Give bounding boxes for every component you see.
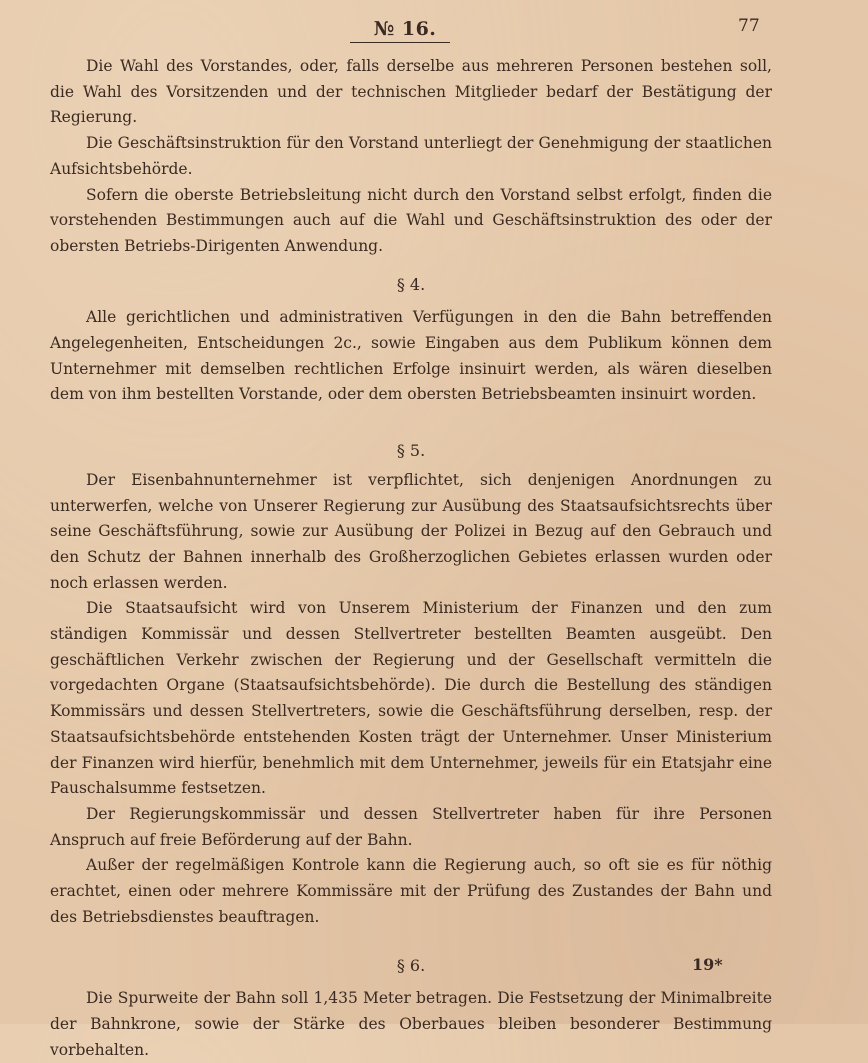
section-5-paragraph-2: Die Staatsaufsicht wird von Unserem Ministerium der Finanzen und den zum ständigen Kommissär und dessen Stellvertreter bestellten Beamten ausgeübt. Den geschäftlichen Verkehr zwischen der Regierung und der Gesellschaft vermitteln die vorgedachten Organe (Staatsaufsichtsbehörde). Die durch die Bestellung des ständigen Kommissärs und dessen Stellvertreters, sowie die Geschäftsführung derselben, resp. der Staatsaufsichtsbehörde entstehenden Kosten trägt der Unternehmer. Unser Ministerium der Finanzen wird hierfür, benehmlich mit dem Unternehmer, jeweils für ein Etatsjahr eine Pauschalsumme festsetzen. <box>50 599 772 798</box>
issue-number: № 16. <box>373 18 437 40</box>
body-text <box>50 54 772 1063</box>
section-4-paragraph-1: Alle gerichtlichen und administrativen Verfügungen in den die Bahn betreffenden Angelegenheiten, Entscheidungen 2c., sowie Eingaben aus dem Publikum können dem Unternehmer mit demselben rechtlichen Erfolge insinuirt werden, als wären dieselben dem von ihm bestellten Vorstande, oder dem obersten Betriebsbeamten insinuirt worden. <box>50 308 772 404</box>
page-number: 77 <box>738 16 760 36</box>
section-6-heading: § 6. <box>396 955 426 975</box>
section-5-paragraph-4: Außer der regelmäßigen Kontrole kann die Regierung auch, so oft sie es für nöthig erachtet, einen oder mehrere Kommissäre mit der Prüfung des Zustandes der Bahn und des Betriebsdienstes beauftragen. <box>50 856 772 926</box>
signature-mark: 19* <box>692 955 723 974</box>
section-5-paragraph-3: Der Regierungskommissär und dessen Stellvertreter haben für ihre Personen Anspruch auf freie Beförderung auf der Bahn. <box>50 804 772 849</box>
section-5-paragraph-1: Der Eisenbahnunternehmer ist verpflichtet, sich denjenigen Anordnungen zu unterwerfen, welche von Unserer Regierung zur Ausübung des Staatsaufsichtsrechts über seine Geschäftsführung, sowie zur Ausübung der Polizei in Bezug auf den Gebrauch und den Schutz der Bahnen innerhalb des Großherzoglichen Gebietes erlassen wurden oder noch erlassen werden. <box>50 470 772 592</box>
intro-paragraph-1: Die Wahl des Vorstandes, oder, falls derselbe aus mehreren Personen bestehen soll, die Wahl des Vorsitzenden und der technischen Mitglieder bedarf der Bestätigung der Regierung. <box>50 57 772 127</box>
intro-paragraph-3: Sofern die oberste Betriebsleitung nicht durch den Vorstand selbst erfolgt, finden die vorstehenden Bestimmungen auch auf die Wahl und Geschäftsinstruktion des oder der obersten Betriebs-Dirigenten Anwendung. <box>50 185 772 255</box>
section-5-heading: § 5. <box>396 441 426 461</box>
section-4-heading: § 4. <box>396 274 426 294</box>
section-6-paragraph-1: Die Spurweite der Bahn soll 1,435 Meter betragen. Die Festsetzung der Minimalbreite der Bahnkrone, sowie der Stärke des Oberbaues bleiben besonderer Bestimmung vorbehalten. <box>50 989 772 1059</box>
header-underline <box>350 42 450 43</box>
intro-paragraph-2: Die Geschäftsinstruktion für den Vorstand unterliegt der Genehmigung der staatlichen Aufsichtsbehörde. <box>50 134 772 178</box>
